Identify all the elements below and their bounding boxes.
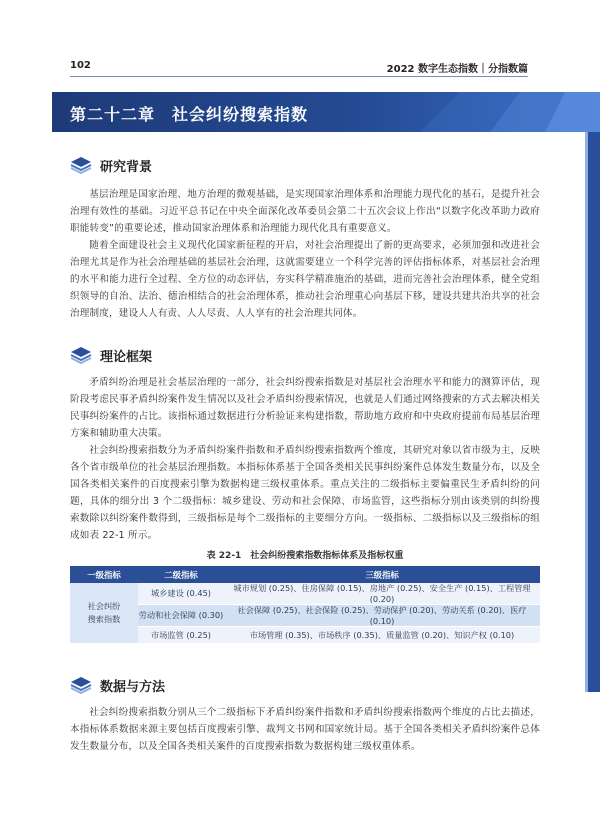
section-title: 研究背景 [100,159,153,175]
layers-icon [70,676,92,694]
page-number: 102 [70,60,91,71]
paragraph: 社会纠纷搜索指数分别从三个二级指标下矛盾纠纷案件指数和矛盾纠纷搜索指数两个维度的占比去描述，本指标体系数据来源主要包括百度搜索引擎、裁判文书网和国家统计局。基于全国各类相关矛盾纠纷案件总体发生数量分布，以及全国各类相关案件的百度搜索指数为数据构建三级权重体系。 [70,707,540,752]
page-header [0,0,600,90]
paragraph: 社会纠纷搜索指数分为矛盾纠纷案件指数和矛盾纠纷搜索指数两个维度，其研究对象以省市级为主，反映各个省市级单位的社会基层治理指数。本指标体系基于全国各类相关民事纠纷案件总体发生数量分布，以及全国各类相关案件的百度搜索引擎为数据构建三级权重体系。重点关注的二级指标主要偏重民生矛盾纠纷的问题，具体的细分出 3 个二级指标：城乡建设、劳动和社会保障、市场监管，这些指标分别由该类别的纠纷搜索数除以纠纷案件数得到，三级指标是每个二级指标的主要细分方向。一级指标、二级指标以及三级指标的组成如表 22-1 所示。 [70,445,540,541]
section-heading [70,674,540,696]
paragraph: 随着全面建设社会主义现代化国家新征程的开启，对社会治理提出了新的更高要求，必须加强和改进社会治理尤其是作为社会治理基础的基层社会治理，这就需要建立一个科学完善的评估指标体系，对基层社会治理的水平和能力进行全过程、全方位的动态评估，夯实科学精准施治的基础，进而完善社会治理体系，健全党组织领导的自治、法治、德治相结合的社会治理体系，推动社会治理重心向基层下移，建设共建共治共享的社会治理制度，建设人人有责、人人尽责、人人享有的社会治理共同体。 [70,240,540,319]
section-framework [70,344,540,544]
table-row [70,627,540,644]
level3-cell: 城市规划 (0.25)、住房保障 (0.15)、房地产 (0.25)、安全生产 (0.15)、工程管理 (0.20) [224,583,540,605]
section-heading [70,344,540,366]
table-header-row [70,566,540,583]
table-row [70,583,540,605]
section-title: 理论框架 [100,349,153,365]
level1-label: 社会纠纷 搜索指数 [87,601,121,624]
level2-cell: 城乡建设 (0.45) [138,583,224,605]
level2-cell: 市场监管 (0.25) [138,627,224,644]
level3-cell: 市场管理 (0.35)、市场秩序 (0.35)、质量监管 (0.20)、知识产权 (0.10) [224,627,540,644]
paragraph: 矛盾纠纷治理是社会基层治理的一部分，社会纠纷搜索指数是对基层社会治理水平和能力的测算评估，现阶段考虑民事矛盾纠纷案件发生情况以及社会矛盾纠纷搜索情况，也就是人们通过网络搜索的方式去解决相关民事纠纷案件的占比。该指标通过数据进行分析验证来构建指数，帮助地方政府和中央政府提前布局基层治理方案和辅助重大决策。 [70,377,540,439]
section-background [70,154,540,322]
running-title: 2022 数字生态指数｜分指数篇 [386,64,528,75]
table-header-cell: 一级指标 [70,566,138,583]
chapter-title: 第二十二章 社会纠纷搜索指数 [70,105,309,124]
paragraph: 基层治理是国家治理、地方治理的微观基础，是实现国家治理体系和治理能力现代化的基石，是提升社会治理有效性的基础。习近平总书记在中央全面深化改革委员会第二十五次会议上作出“以数字化改革助力政府职能转变”的重要论述，推动国家治理体系和治理能力现代化具有重要意义。 [70,189,540,234]
level2-cell: 劳动和社会保障 (0.30) [138,605,224,627]
side-stripe [588,132,600,692]
section-heading [70,154,540,176]
table-row [70,605,540,627]
level1-cell [70,583,138,644]
section-title: 数据与方法 [100,679,166,695]
section-methods [70,674,540,755]
level3-cell: 社会保障 (0.25)、社会保险 (0.25)、劳动保护 (0.20)、劳动关系 (0.20)、医疗 (0.10) [224,605,540,627]
table-caption: 表 22-1 社会纠纷搜索指数指标体系及指标权重 [206,551,404,561]
layers-icon [70,346,92,364]
index-table [70,566,540,644]
chapter-banner [52,92,600,132]
table-header-cell: 三级指标 [224,566,540,583]
layers-icon [70,156,92,174]
header-rule [70,76,528,77]
table-header-cell: 二级指标 [138,566,224,583]
banner-decoration-icon [340,92,600,132]
